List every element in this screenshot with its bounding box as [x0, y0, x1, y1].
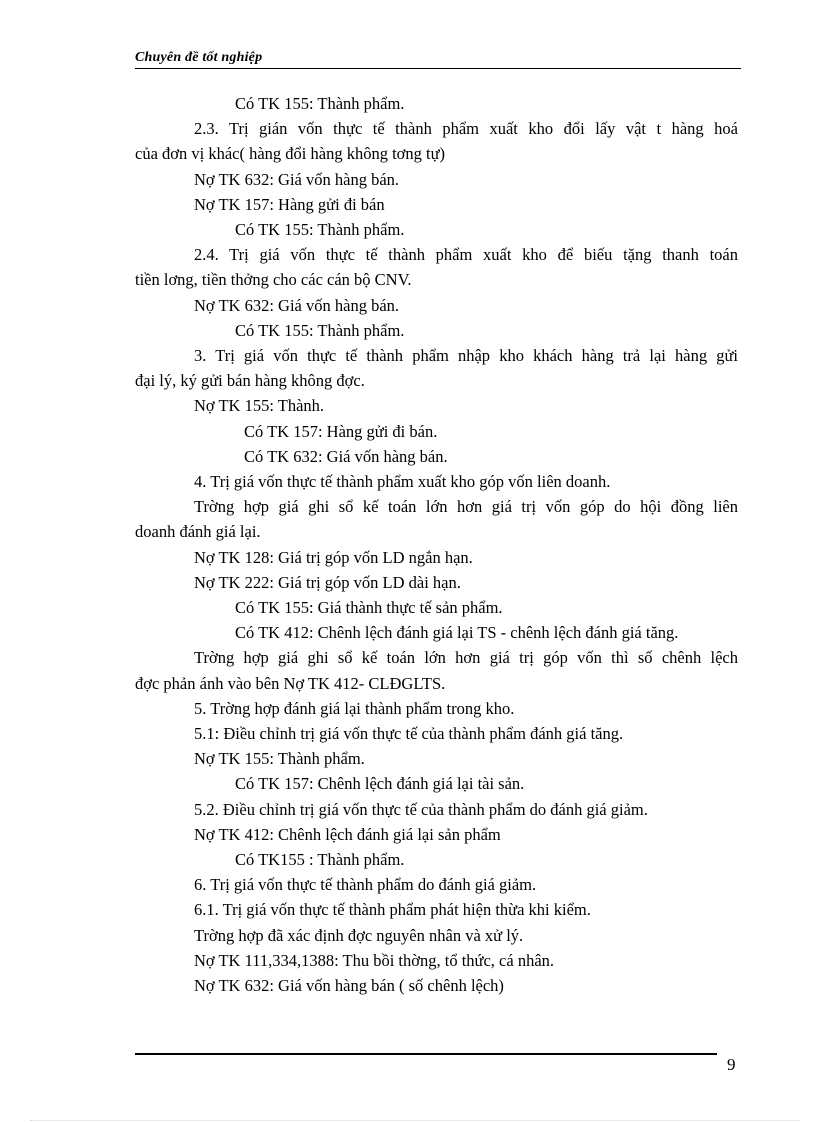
- text-line: doanh đánh giá lại.: [135, 522, 261, 542]
- text-line: Có TK 412: Chênh lệch đánh giá lại TS - chênh lệch đánh giá tăng.: [235, 623, 679, 643]
- text-line: 2.3. Trị gián vốn thực tế thành phẩm xuất kho đổi lấy vật t hàng hoá: [194, 119, 738, 139]
- text-line: Nợ TK 222: Giá trị góp vốn LD dài hạn.: [194, 572, 461, 592]
- text-line: Có TK 155: Thành phẩm.: [235, 220, 405, 239]
- text-line: 3. Trị giá vốn thực tế thành phẩm nhập kho khách hàng trả lại hàng gửi: [194, 346, 738, 365]
- text-line: Trờng hợp đã xác định đợc nguyên nhân và xử lý.: [194, 925, 524, 945]
- text-line: 5. Trờng hợp đánh giá lại thành phẩm trong kho.: [194, 698, 515, 718]
- text-line: 6. Trị giá vốn thực tế thành phẩm do đánh giá giảm.: [194, 875, 537, 895]
- text-line: Nợ TK 128: Giá trị góp vốn LD ngắn hạn.: [194, 547, 473, 567]
- text-line: 5.1: Điều chỉnh trị giá vốn thực tế của thành phẩm đánh giá tăng.: [194, 724, 624, 743]
- text-line: Nợ TK 155: Thành.: [194, 396, 325, 416]
- text-line: 4. Trị giá vốn thực tế thành phẩm xuất kho góp vốn liên doanh.: [194, 472, 611, 491]
- text-line: Có TK 155: Thành phẩm.: [235, 94, 405, 113]
- page-bottom-divider: [30, 1120, 800, 1121]
- page-header: [135, 50, 741, 69]
- text-line: 2.4. Trị giá vốn thực tế thành phẩm xuất kho để biếu tặng thanh toán: [194, 245, 738, 265]
- text-line: tiền lơng, tiền thởng cho các cán bộ CNV.: [135, 270, 412, 290]
- page-number: 9: [727, 1055, 736, 1074]
- text-line: Trờng hợp giá ghi sổ kế toán lớn hơn giá trị vốn góp do hội đồng liên: [194, 497, 738, 517]
- text-line: Nợ TK 111,334,1388: Thu bồi thờng, tổ thức, cá nhân.: [194, 950, 555, 970]
- text-line: của đơn vị khác( hàng đổi hàng không tơng tự): [135, 144, 446, 164]
- text-line: Có TK 155: Giá thành thực tế sản phẩm.: [235, 598, 503, 617]
- text-line: 6.1. Trị giá vốn thực tế thành phẩm phát hiện thừa khi kiểm.: [194, 900, 591, 920]
- text-line: Có TK 155: Thành phẩm.: [235, 320, 405, 340]
- text-line: Nợ TK 155: Thành phẩm.: [194, 749, 365, 769]
- text-line: 5.2. Điều chỉnh trị giá vốn thực tế của thành phẩm do đánh giá giảm.: [194, 799, 648, 819]
- text-line: Nợ TK 632: Giá vốn hàng bán.: [194, 169, 400, 189]
- text-line: đại lý, ký gửi bán hàng không đợc.: [135, 371, 365, 391]
- text-line: Trờng hợp giá ghi sổ kế toán lớn hơn giá trị góp vốn thì số chênh lệch: [194, 648, 738, 668]
- text-line: Có TK 157: Chênh lệch đánh giá lại tài sản.: [235, 774, 525, 794]
- footer-rule: [135, 1053, 717, 1055]
- text-line: Có TK 632: Giá vốn hàng bán.: [244, 446, 448, 466]
- text-line: Nợ TK 632: Giá vốn hàng bán ( số chênh lệch): [194, 976, 504, 995]
- header-title: Chuyên đề tốt nghiệp: [135, 50, 263, 65]
- text-line: Nợ TK 412: Chênh lệch đánh giá lại sản phẩm: [194, 824, 501, 844]
- text-line: Có TK 157: Hàng gửi đi bán.: [244, 421, 438, 441]
- text-line: Có TK155 : Thành phẩm.: [235, 850, 405, 869]
- text-line: đợc phản ánh vào bên Nợ TK 412- CLĐGLTS.: [135, 673, 446, 693]
- text-line: Nợ TK 157: Hàng gửi đi bán: [194, 194, 385, 214]
- text-line: Nợ TK 632: Giá vốn hàng bán.: [194, 295, 400, 315]
